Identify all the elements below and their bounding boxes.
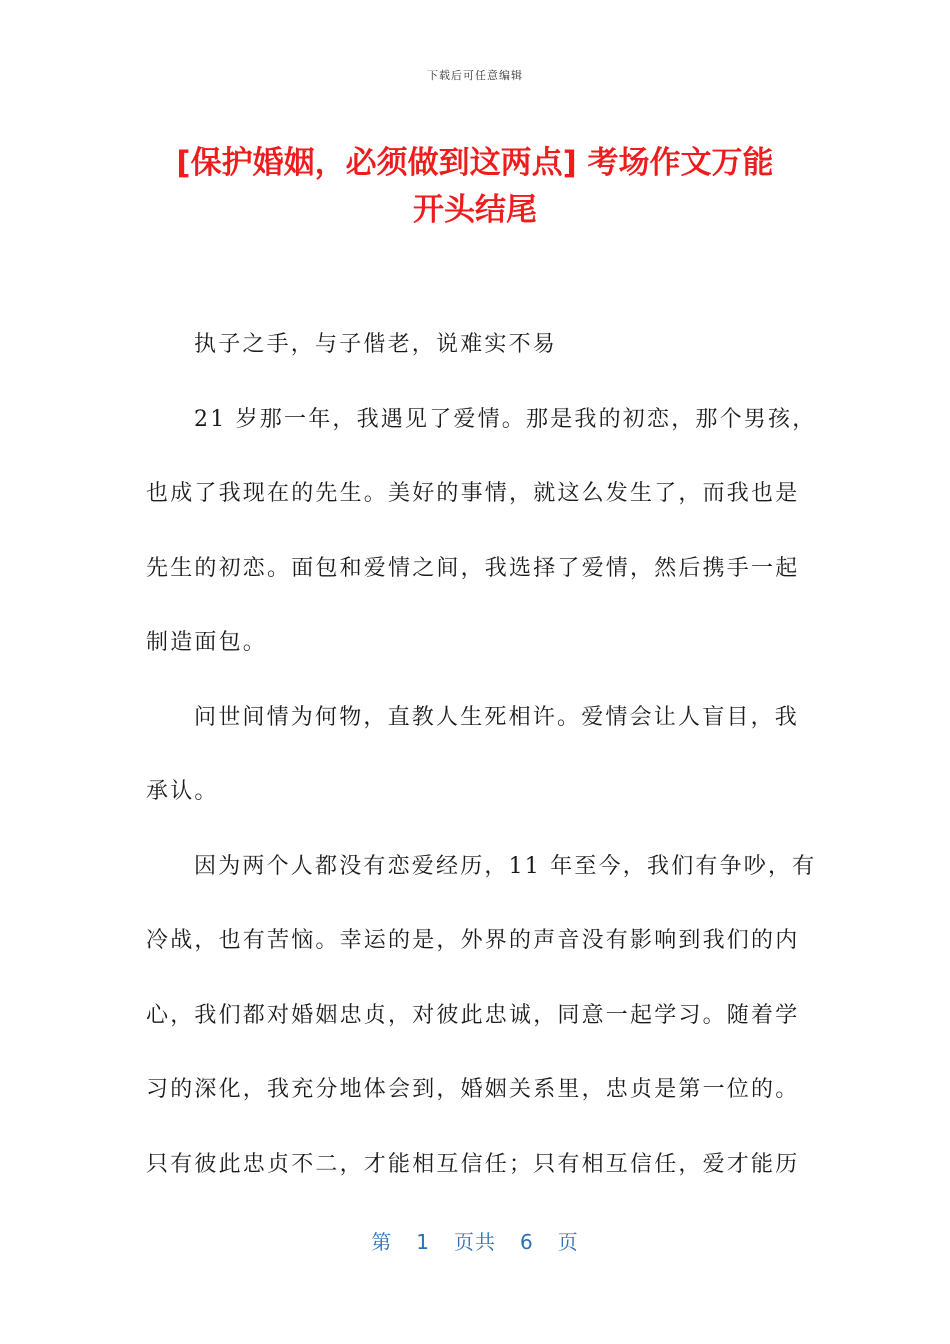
body-line: 冷战，也有苦恼。幸运的是，外界的声音没有影响到我们的内 bbox=[146, 928, 800, 953]
document-title bbox=[100, 140, 850, 234]
body-line: 也成了我现在的先生。美好的事情，就这么发生了，而我也是 bbox=[146, 481, 800, 506]
body-line: 先生的初恋。面包和爱情之间，我选择了爱情，然后携手一起 bbox=[146, 555, 800, 581]
footer-page-number: 1 bbox=[416, 1230, 430, 1254]
title-line-1: [保护婚姻，必须做到这两点] 考场作文万能 bbox=[176, 145, 774, 181]
page-footer bbox=[0, 1226, 950, 1255]
body-line: 只有彼此忠贞不二，才能相互信任；只有相互信任，爱才能历 bbox=[146, 1151, 800, 1177]
body-line: 制造面包。 bbox=[146, 630, 268, 655]
body-line: 执子之手，与子偕老，说难实不易 bbox=[194, 332, 558, 357]
body-line: 问世间情为何物，直教人生死相许。爱情会让人盲目，我 bbox=[194, 704, 800, 730]
body-line: 因为两个人都没有恋爱经历，11 年至今，我们有争吵，有 bbox=[194, 853, 817, 879]
body-line: 21 岁那一年，我遇见了爱情。那是我的初恋，那个男孩， bbox=[194, 406, 817, 432]
body-line: 心，我们都对婚姻忠贞，对彼此忠诚，同意一起学习。随着学 bbox=[146, 1002, 800, 1028]
footer-total-pages: 6 bbox=[520, 1230, 534, 1254]
footer-suffix: 页 bbox=[557, 1230, 579, 1254]
footer-middle: 页共 bbox=[454, 1230, 496, 1254]
body-line: 承认。 bbox=[146, 779, 219, 804]
document-body bbox=[146, 323, 817, 1217]
header-note: 下载后可任意编辑 bbox=[427, 69, 523, 82]
footer-prefix: 第 bbox=[371, 1230, 393, 1254]
body-line: 习的深化，我充分地体会到，婚姻关系里，忠贞是第一位的。 bbox=[146, 1077, 800, 1102]
title-line-2: 开头结尾 bbox=[413, 192, 537, 228]
